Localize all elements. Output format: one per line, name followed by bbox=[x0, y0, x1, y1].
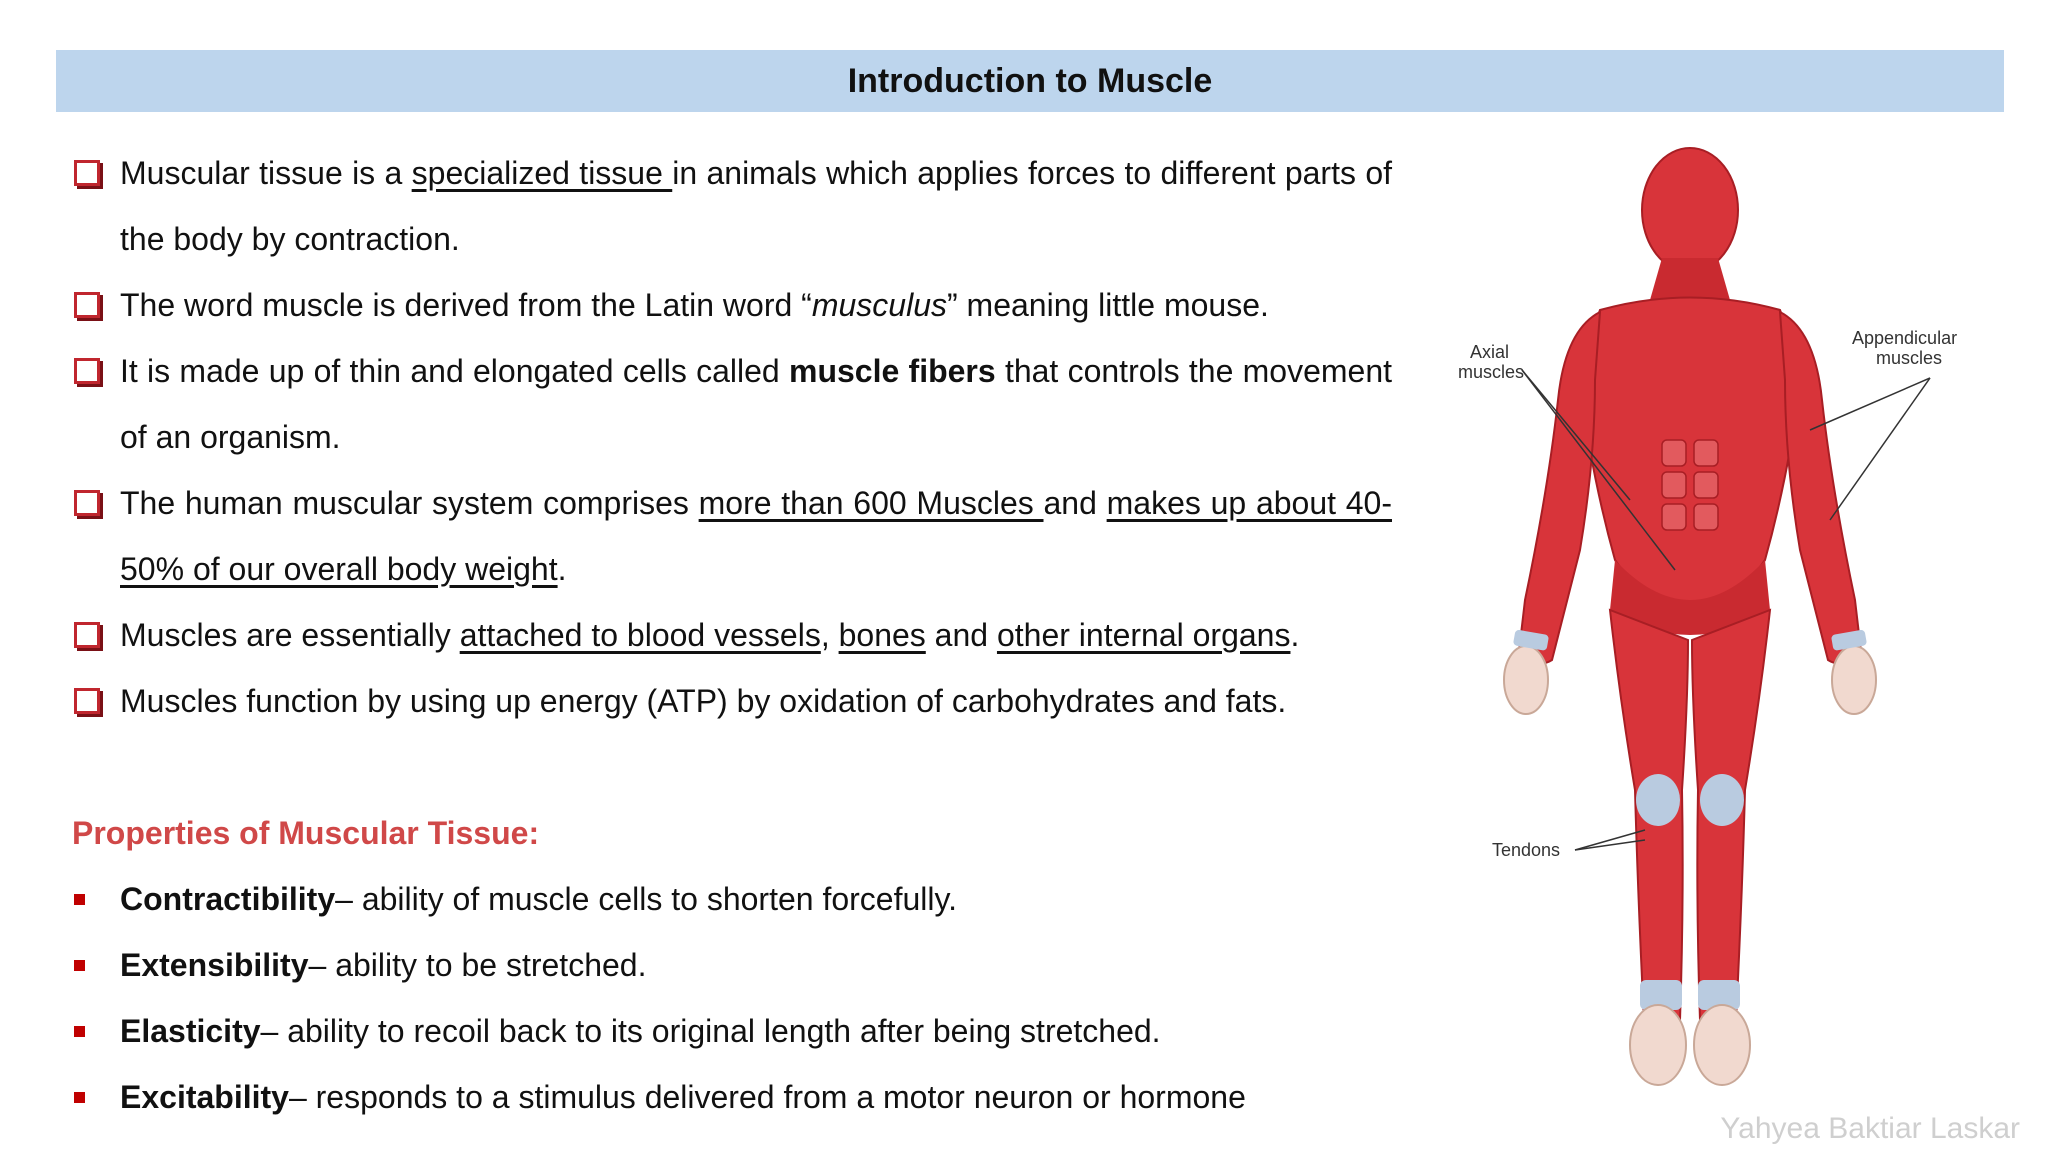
checkbox-bullet-icon bbox=[74, 688, 100, 714]
checkbox-bullet-icon bbox=[74, 358, 100, 384]
label-axial-muscles: Axial bbox=[1470, 342, 1510, 362]
checkbox-bullet-icon bbox=[74, 490, 100, 516]
square-bullet-icon bbox=[74, 1026, 85, 1037]
checkbox-bullet-icon bbox=[74, 160, 100, 186]
body-figure bbox=[1504, 148, 1876, 1085]
label-tendons: Tendons bbox=[1492, 840, 1561, 860]
properties-heading: Properties of Muscular Tissue: bbox=[72, 815, 540, 851]
bullet-item: Muscles function by using up energy (ATP) by oxidation of carbohydrates and fats. bbox=[72, 668, 1392, 734]
square-bullet-icon bbox=[74, 894, 85, 905]
property-item: Elasticity– ability to recoil back to its original length after being stretched. bbox=[72, 998, 1392, 1064]
label-axial-muscles-2: muscles bbox=[1458, 362, 1525, 382]
checkbox-bullet-icon bbox=[74, 622, 100, 648]
square-bullet-icon bbox=[74, 1092, 85, 1103]
checkbox-bullet-icon bbox=[74, 292, 100, 318]
title-bar bbox=[56, 50, 2004, 112]
square-bullet-icon bbox=[74, 960, 85, 971]
slide-content bbox=[72, 140, 1392, 1130]
bullet-item: Muscles are essentially attached to blood vessels, bones and other internal organs. bbox=[72, 602, 1392, 668]
property-item: Extensibility– ability to be stretched. bbox=[72, 932, 1392, 998]
watermark: Yahyea Baktiar Laskar bbox=[1720, 1112, 2020, 1145]
slide-title: Introduction to Muscle bbox=[847, 61, 1213, 100]
bullet-item: Muscular tissue is a specialized tissue in animals which applies forces to different parts of the body by contraction. bbox=[72, 140, 1392, 272]
bullet-item: The human muscular system comprises more than 600 Muscles and makes up about 40-50% of our overall body weight. bbox=[72, 470, 1392, 602]
bullet-item: The word muscle is derived from the Latin word “musculus” meaning little mouse. bbox=[72, 272, 1392, 338]
label-appendicular-muscles: Appendicular bbox=[1852, 328, 1958, 348]
label-appendicular-muscles-2: muscles bbox=[1876, 348, 1943, 368]
property-item: Contractibility– ability of muscle cells to shorten forcefully. bbox=[72, 866, 1392, 932]
muscular-system-figure bbox=[1430, 140, 1970, 1100]
property-item: Excitability– responds to a stimulus delivered from a motor neuron or hormone bbox=[72, 1064, 1392, 1130]
bullet-item: It is made up of thin and elongated cells called muscle fibers that controls the movement of an organism. bbox=[72, 338, 1392, 470]
